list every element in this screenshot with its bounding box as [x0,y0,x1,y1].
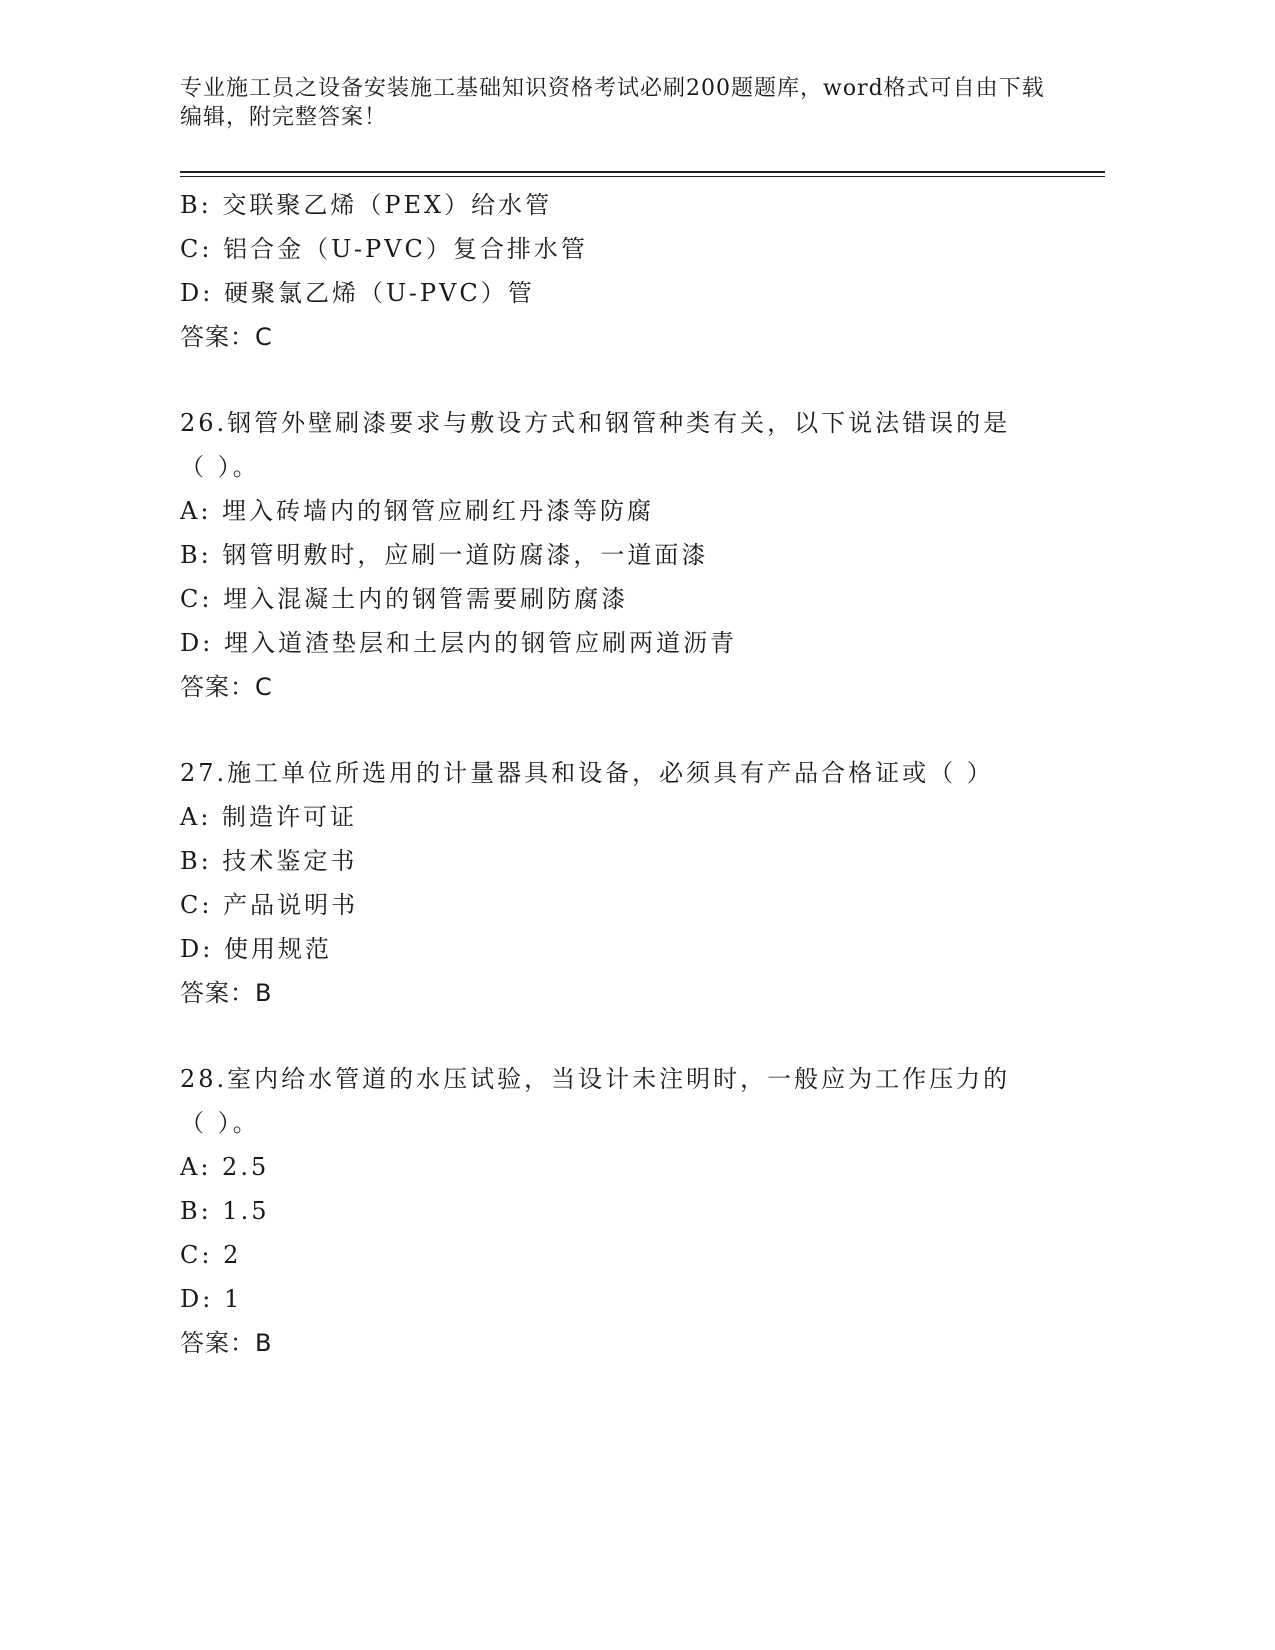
option-c: C: 铝合金（U-PVC）复合排水管 [180,235,588,263]
answer: 答案：B [180,979,273,1007]
question-26 [180,401,1040,709]
spacer [180,1015,1040,1057]
option-d: D: 硬聚氯乙烯（U-PVC）管 [180,279,535,307]
question-27 [180,751,1040,1015]
option-c: C: 埋入混凝土内的钢管需要刷防腐漆 [180,585,629,613]
question-stem-continued: （ ）。 [180,453,260,481]
option-b: B: 交联聚乙烯（PEX）给水管 [180,191,553,219]
question-stem: 27.施工单位所选用的计量器具和设备，必须具有产品合格证或（ ） [180,759,994,787]
option-a: A: 埋入砖墙内的钢管应刷红丹漆等防腐 [180,497,655,525]
question-stem-continued: （ ）。 [180,1109,260,1137]
option-b: B: 钢管明敷时，应刷一道防腐漆，一道面漆 [180,541,709,569]
option-c: C: 2 [180,1241,242,1269]
option-b: B: 1.5 [180,1197,270,1225]
question-stem: 28.室内给水管道的水压试验，当设计未注明时，一般应为工作压力的 [180,1065,1011,1093]
option-d: D: 使用规范 [180,935,332,963]
question-stem: 26.钢管外壁刷漆要求与敷设方式和钢管种类有关，以下说法错误的是 [180,409,1011,437]
answer: 答案：C [180,323,273,351]
document-header: 专业施工员之设备安装施工基础知识资格考试必刷200题题库，word格式可自由下载编辑，附完整答案！ [180,76,1045,130]
option-b: B: 技术鉴定书 [180,847,358,875]
answer: 答案：B [180,1329,273,1357]
option-d: D: 1 [180,1285,243,1313]
header-rule-thick [180,171,1105,173]
option-d: D: 埋入道渣垫层和土层内的钢管应刷两道沥青 [180,629,737,657]
continued-question [180,183,1040,359]
document-body [180,183,1040,1365]
spacer [180,359,1040,401]
option-a: A: 制造许可证 [180,803,358,831]
header-rule-thin [180,176,1105,177]
option-a: A: 2.5 [180,1153,270,1181]
question-28 [180,1057,1040,1365]
spacer [180,709,1040,751]
answer: 答案：C [180,673,273,701]
option-c: C: 产品说明书 [180,891,359,919]
